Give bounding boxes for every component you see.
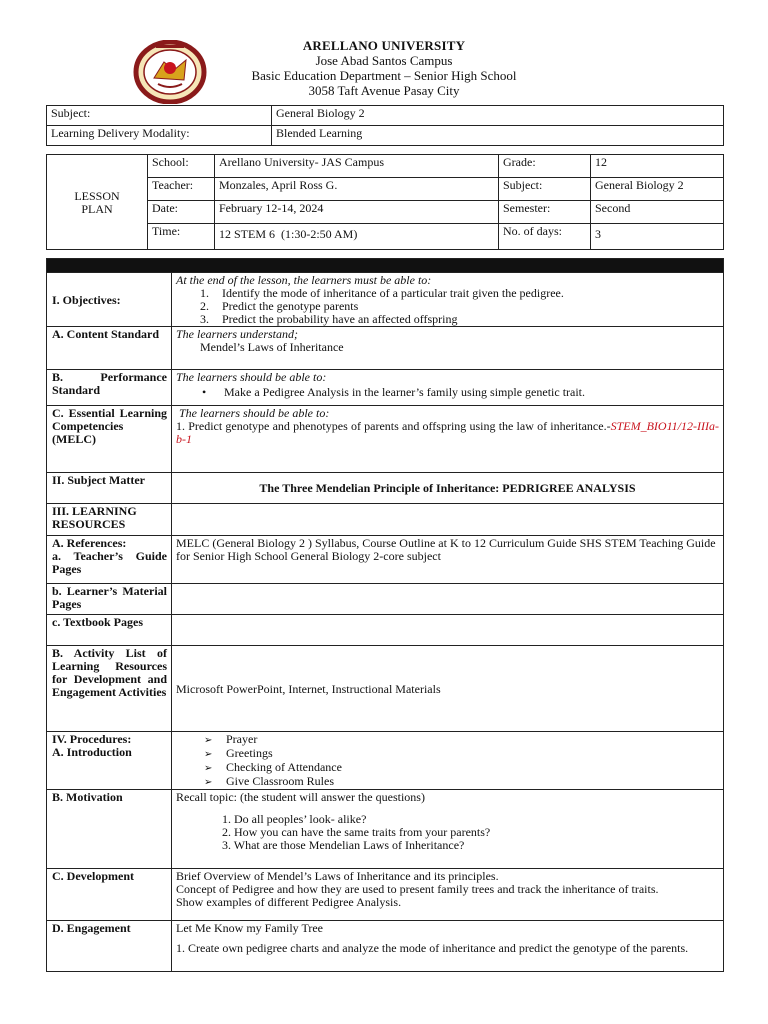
subject-matter-value: The Three Mendelian Principle of Inheritance: PEDRIGREE ANALYSIS bbox=[172, 473, 724, 504]
textbook-label: c. Textbook Pages bbox=[47, 615, 172, 646]
learning-resources-cell bbox=[172, 504, 724, 536]
table-row bbox=[47, 615, 724, 646]
introduction-item: Prayer bbox=[226, 732, 258, 746]
bullet-icon: • bbox=[202, 385, 207, 399]
procedures-label: IV. Procedures: bbox=[52, 732, 132, 746]
motivation-intro: Recall topic: (the student will answer the questions) bbox=[176, 790, 425, 804]
performance-item bbox=[176, 386, 719, 399]
table-row bbox=[47, 273, 724, 327]
learning-resources-label: III. LEARNING RESOURCES bbox=[47, 504, 172, 536]
table-row bbox=[47, 126, 724, 146]
engagement-cell bbox=[172, 921, 724, 972]
objective-text: Predict the probability have an affected offspring bbox=[222, 312, 458, 326]
list-item bbox=[176, 747, 719, 761]
introduction-item: Checking of Attendance bbox=[226, 760, 342, 774]
motivation-question: 1. Do all peoples’ look- alike? bbox=[222, 812, 367, 826]
procedures-label-cell bbox=[47, 732, 172, 790]
content-standard-cell bbox=[172, 327, 724, 370]
development-line: Brief Overview of Mendel’s Laws of Inheritance and its principles. bbox=[176, 869, 499, 883]
development-line: Concept of Pedigree and how they are used to present family trees and track the inheritance of traits. bbox=[176, 882, 659, 896]
list-item bbox=[176, 775, 719, 789]
arrow-bullet-icon: ➢ bbox=[204, 749, 213, 760]
teacher-value: Monzales, April Ross G. bbox=[215, 178, 499, 201]
development-cell bbox=[172, 869, 724, 921]
melc-cell bbox=[172, 406, 724, 473]
lesson-plan-table bbox=[46, 258, 724, 972]
content-standard-label: A. Content Standard bbox=[47, 327, 172, 370]
list-item bbox=[176, 761, 719, 775]
department-name: Basic Education Department – Senior High School bbox=[251, 68, 517, 83]
table-row bbox=[47, 921, 724, 972]
semester-label: Semester: bbox=[499, 201, 591, 224]
table-row bbox=[47, 473, 724, 504]
teacher-label: Teacher: bbox=[148, 178, 215, 201]
table-row bbox=[47, 646, 724, 732]
engagement-value: 1. Create own pedigree charts and analyze the mode of inheritance and predict the genotype of the parents. bbox=[176, 941, 689, 955]
table-row bbox=[47, 178, 724, 201]
content-value: Mendel’s Laws of Inheritance bbox=[200, 340, 344, 354]
references-value: MELC (General Biology 2 ) Syllabus, Course Outline at K to 12 Curriculum Guide SHS STEM Teaching Guide for Senior High School General Biology 2-core subject bbox=[172, 536, 724, 584]
objectives-intro: At the end of the lesson, the learners must be able to: bbox=[176, 273, 432, 287]
time-value: 12 STEM 6 (1:30-2:50 AM) bbox=[215, 224, 499, 250]
objective-text: Identify the mode of inheritance of a particular trait given the pedigree. bbox=[222, 286, 564, 300]
performance-intro: The learners should be able to: bbox=[176, 370, 327, 384]
school-header bbox=[160, 38, 608, 98]
lesson-plan-label bbox=[47, 155, 148, 250]
table-row bbox=[47, 201, 724, 224]
performance-standard-label: B. Performance Standard bbox=[47, 370, 172, 406]
grade-label: Grade: bbox=[499, 155, 591, 178]
introduction-list bbox=[172, 732, 724, 790]
school-label: School: bbox=[148, 155, 215, 178]
days-value: 3 bbox=[591, 224, 724, 250]
motivation-questions bbox=[176, 813, 719, 852]
info-subject-value: General Biology 2 bbox=[591, 178, 724, 201]
melc-code: STEM_BIO11/12-IIIa-b-1 bbox=[176, 419, 719, 446]
objective-item bbox=[176, 313, 719, 326]
table-row bbox=[47, 327, 724, 370]
table-row bbox=[47, 224, 724, 250]
motivation-question: 3. What are those Mendelian Laws of Inheritance? bbox=[222, 838, 465, 852]
objectives-label: I. Objectives: bbox=[47, 273, 172, 327]
introduction-item: Give Classroom Rules bbox=[226, 774, 334, 788]
objectives-cell bbox=[172, 273, 724, 327]
introduction-item: Greetings bbox=[226, 746, 273, 760]
development-line: Show examples of different Pedigree Analysis. bbox=[176, 895, 402, 909]
table-row bbox=[47, 790, 724, 869]
learner-material-cell bbox=[172, 584, 724, 615]
content-intro: The learners understand; bbox=[176, 327, 298, 341]
date-value: February 12-14, 2024 bbox=[215, 201, 499, 224]
table-row bbox=[47, 370, 724, 406]
references-label-cell bbox=[47, 536, 172, 584]
modality-label: Learning Delivery Modality: bbox=[47, 126, 272, 146]
table-row bbox=[47, 732, 724, 790]
arrow-bullet-icon: ➢ bbox=[204, 777, 213, 788]
engagement-label: D. Engagement bbox=[47, 921, 172, 972]
subject-label: Subject: bbox=[47, 106, 272, 126]
semester-value: Second bbox=[591, 201, 724, 224]
header-bar-cell bbox=[47, 259, 724, 273]
campus-name: Jose Abad Santos Campus bbox=[315, 53, 453, 68]
subject-matter-label: II. Subject Matter bbox=[47, 473, 172, 504]
melc-text bbox=[176, 420, 719, 446]
school-address: 3058 Taft Avenue Pasay City bbox=[308, 83, 460, 98]
university-name: ARELLANO UNIVERSITY bbox=[302, 38, 466, 53]
lesson-info-table bbox=[46, 154, 724, 250]
melc-intro: The learners should be able to: bbox=[179, 406, 330, 420]
table-row bbox=[47, 584, 724, 615]
time-label: Time: bbox=[148, 224, 215, 250]
grade-value: 12 bbox=[591, 155, 724, 178]
activity-list-value: Microsoft PowerPoint, Internet, Instructional Materials bbox=[172, 646, 724, 732]
learner-material-label: b. Learner’s Material Pages bbox=[47, 584, 172, 615]
header-bar bbox=[47, 259, 724, 273]
teacher-guide-label: a. Teacher’s Guide Pages bbox=[52, 549, 167, 576]
arrow-bullet-icon: ➢ bbox=[204, 763, 213, 774]
info-subject-label: Subject: bbox=[499, 178, 591, 201]
subject-value: General Biology 2 bbox=[272, 106, 724, 126]
table-row bbox=[47, 155, 724, 178]
melc-label: C. Essential Learning Competencies (MELC) bbox=[47, 406, 172, 473]
motivation-question: 2. How you can have the same traits from your parents? bbox=[222, 825, 491, 839]
arrow-bullet-icon: ➢ bbox=[204, 735, 213, 746]
subject-table bbox=[46, 105, 724, 146]
table-row bbox=[47, 536, 724, 584]
table-row bbox=[47, 869, 724, 921]
engagement-title: Let Me Know my Family Tree bbox=[176, 921, 323, 935]
motivation-cell bbox=[172, 790, 724, 869]
table-row bbox=[47, 504, 724, 536]
objective-number: 3. bbox=[200, 312, 209, 326]
objective-text: Predict the genotype parents bbox=[222, 299, 359, 313]
motivation-label: B. Motivation bbox=[47, 790, 172, 869]
school-value: Arellano University- JAS Campus bbox=[215, 155, 499, 178]
days-label: No. of days: bbox=[499, 224, 591, 250]
textbook-cell bbox=[172, 615, 724, 646]
table-row bbox=[47, 406, 724, 473]
references-label: A. References: bbox=[52, 536, 127, 550]
objective-number: 2. bbox=[200, 299, 209, 313]
date-label: Date: bbox=[148, 201, 215, 224]
activity-list-label: B. Activity List of Learning Resources for Development and Engagement Activities bbox=[47, 646, 172, 732]
objectives-list bbox=[176, 287, 719, 326]
performance-standard-cell bbox=[172, 370, 724, 406]
development-label: C. Development bbox=[47, 869, 172, 921]
lesson-plan-text: LESSON PLAN bbox=[74, 188, 120, 216]
modality-value: Blended Learning bbox=[272, 126, 724, 146]
objective-number: 1. bbox=[200, 286, 209, 300]
introduction-label: A. Introduction bbox=[52, 745, 132, 759]
list-item bbox=[176, 733, 719, 747]
table-row bbox=[47, 106, 724, 126]
melc-value: 1. Predict genotype and phenotypes of parents and offspring using the law of inheritance.- bbox=[176, 419, 611, 433]
performance-value: Make a Pedigree Analysis in the learner’s family using simple genetic trait. bbox=[224, 385, 586, 399]
